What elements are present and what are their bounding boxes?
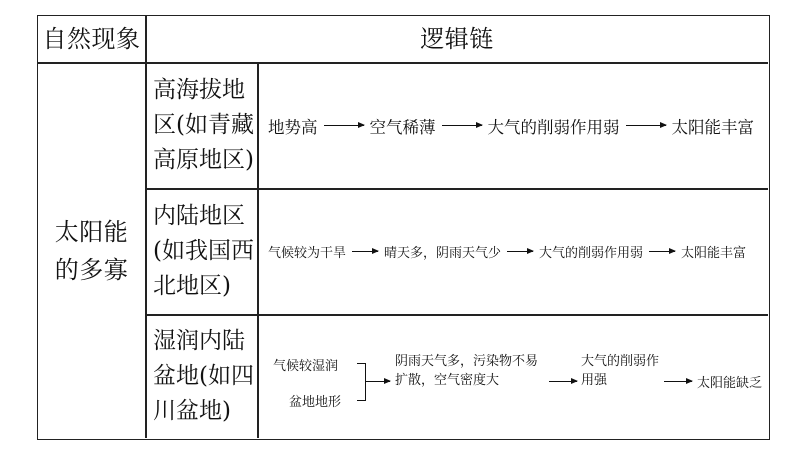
region-cell (146, 315, 257, 438)
phenomenon-text: 太阳能的多寡 (54, 217, 129, 284)
region-text: 高海拔地区(如青藏高原地区) (153, 77, 254, 173)
chain-node: 晴天多，阴雨天气少 (384, 246, 502, 261)
chain-node: 地势高 (268, 117, 318, 137)
arrow-icon (649, 251, 675, 252)
arrow-icon (626, 125, 666, 126)
arrow-icon (507, 251, 533, 252)
arrow-icon (442, 125, 482, 126)
region-text: 湿润内陆盆地(如四川盆地) (153, 328, 254, 424)
header-phenomenon: 自然现象 (42, 24, 141, 53)
cause-node: 气候较湿润 (273, 359, 339, 374)
chain-node: 太阳能丰富 (681, 246, 747, 261)
logic-chain-table (37, 15, 770, 440)
region-text: 内陆地区(如我国西北地区) (153, 203, 254, 299)
arrow-icon (549, 381, 577, 382)
logic-chain-row-2 (268, 189, 746, 314)
chain-node: 空气稀薄 (369, 117, 436, 137)
region-cell (146, 189, 257, 314)
chain-node: 大气的削弱作用弱 (487, 117, 620, 137)
chain-node: 太阳能缺乏 (697, 376, 763, 391)
chain-node: 阴雨天气多，污染物不易扩散，空气密度大 (395, 354, 539, 388)
header-logic-chain: 逻辑链 (420, 24, 494, 53)
phenomenon-cell (38, 63, 145, 438)
arrow-icon (324, 125, 364, 126)
arrow-icon (366, 381, 390, 382)
bracket-icon (357, 363, 366, 401)
logic-chain-row-3 (259, 315, 768, 438)
region-cell (146, 63, 257, 188)
chain-node: 大气的削弱作用强 (581, 354, 660, 388)
cause-node: 盆地地形 (289, 395, 342, 410)
chain-node: 气候较为干旱 (268, 246, 347, 261)
arrow-icon (352, 251, 378, 252)
logic-chain-row-1 (268, 63, 754, 188)
chain-node: 太阳能丰富 (671, 117, 754, 137)
arrow-icon (664, 381, 692, 382)
chain-node: 大气的削弱作用弱 (539, 246, 644, 261)
